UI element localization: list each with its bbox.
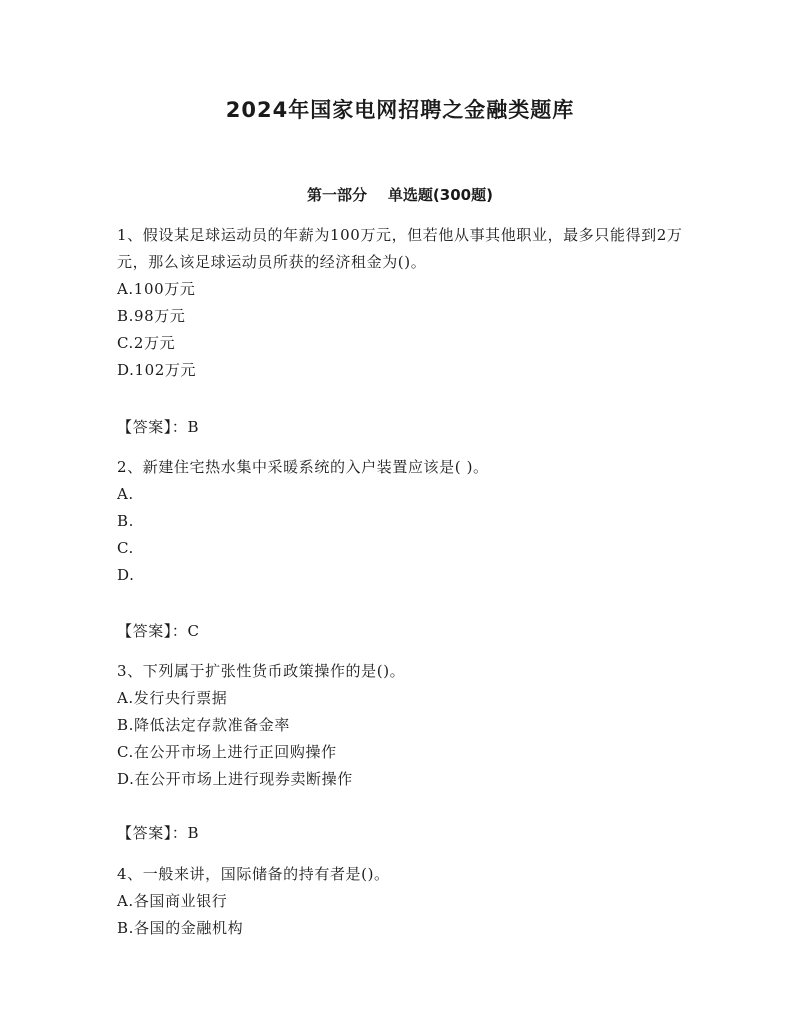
question-block-2 — [117, 454, 692, 589]
option-b: B.各国的金融机构 — [117, 919, 244, 937]
answer-2: 【答案】：C — [117, 622, 200, 640]
option-b: B. — [117, 512, 134, 530]
option-d: D.在公开市场上进行现券卖断操作 — [117, 770, 353, 788]
question-stem: 4、一般来讲，国际储备的持有者是()。 — [117, 865, 390, 883]
question-block-4 — [117, 861, 692, 942]
question-block-3 — [117, 658, 692, 793]
question-block-1 — [117, 222, 692, 384]
option-d: D.102万元 — [117, 361, 197, 379]
option-b: B.降低法定存款准备金率 — [117, 716, 290, 734]
question-stem: 2、新建住宅热水集中采暖系统的入户装置应该是( )。 — [117, 458, 489, 476]
option-c: C.2万元 — [117, 334, 176, 352]
option-d: D. — [117, 566, 135, 584]
answer-3: 【答案】：B — [117, 824, 200, 842]
option-b: B.98万元 — [117, 307, 186, 325]
option-a: A.100万元 — [117, 280, 196, 298]
answer-1: 【答案】：B — [117, 418, 200, 436]
option-c: C. — [117, 539, 134, 557]
option-a: A. — [117, 485, 134, 503]
section-title: 第一部分 单选题(300题) — [307, 186, 493, 204]
option-c: C.在公开市场上进行正回购操作 — [117, 743, 337, 761]
option-a: A.发行央行票据 — [117, 689, 228, 707]
document-title: 2024年国家电网招聘之金融类题库 — [225, 98, 575, 122]
question-stem: 3、下列属于扩张性货币政策操作的是()。 — [117, 662, 406, 680]
option-a: A.各国商业银行 — [117, 892, 228, 910]
question-stem: 1、假设某足球运动员的年薪为100万元，但若他从事其他职业，最多只能得到2万元，那么该足球运动员所获的经济租金为()。 — [117, 226, 683, 271]
